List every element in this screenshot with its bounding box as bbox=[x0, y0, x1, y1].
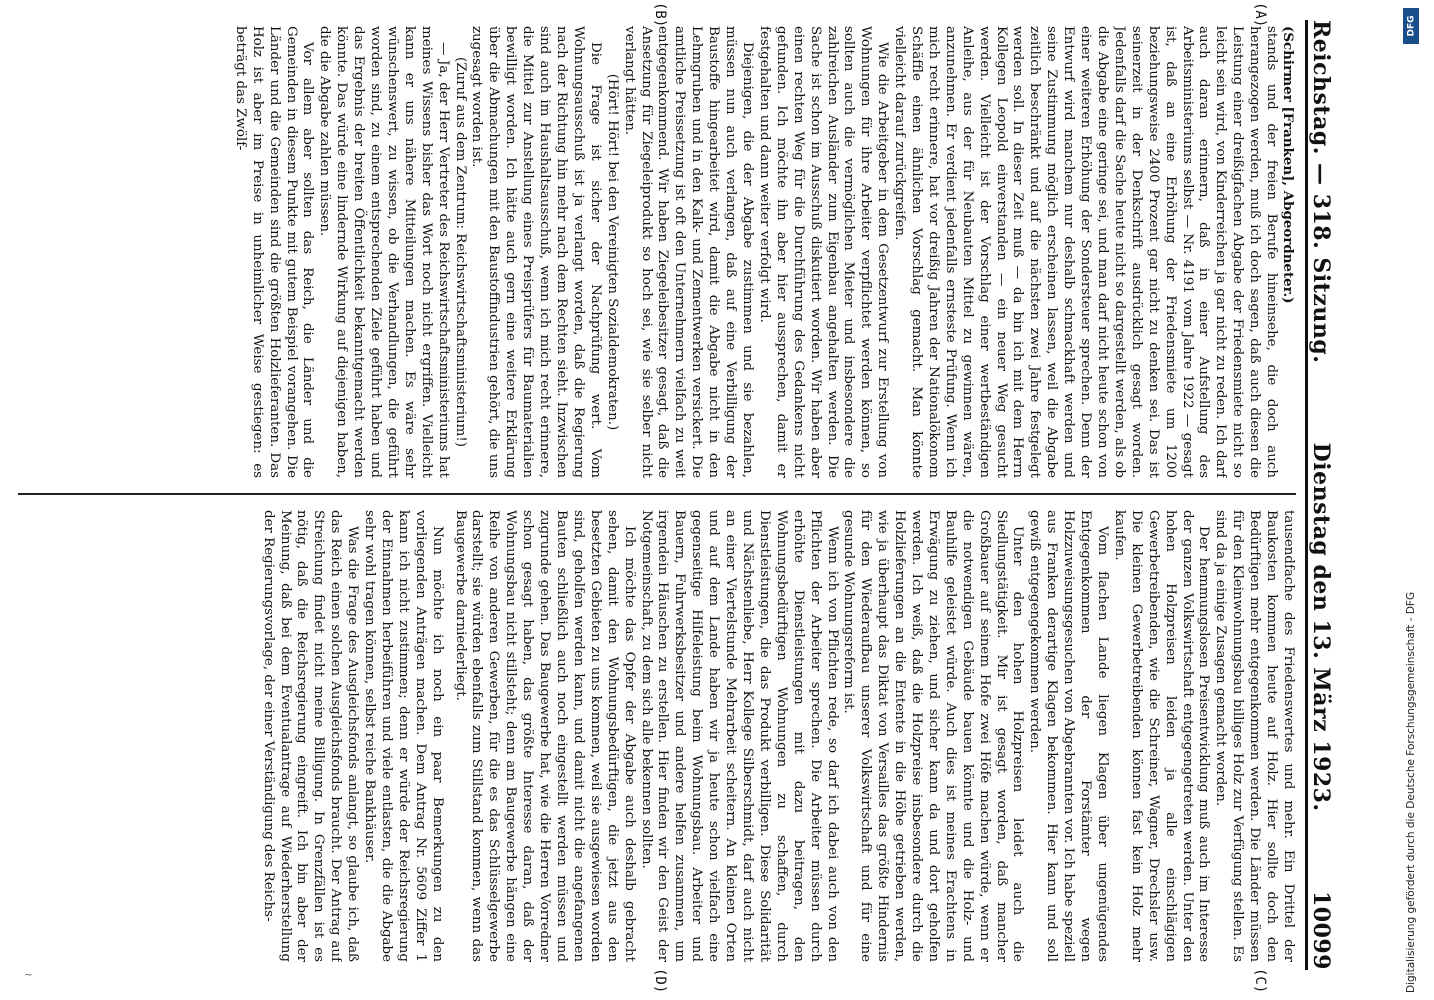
interjection: (Zuruf aus dem Zentrum: Reichswirtschaftsministerium!) bbox=[452, 57, 468, 447]
page-header bbox=[1305, 20, 1352, 970]
paragraph: Wie die Arbeitgeber in dem Gesetzentwurf zur Erstellung von Wohnungen für ihre Arbeiter verpflichtet werden können, so sollten auch die vermöglichen Mieter und insbesondere die zahlreichen Ausländer zum Eigenbau angehalten werden. Die Sache ist schon im Ausschuß diskutiert worden. Wir haben aber einen rechten Weg für die Durchführung des Gedankens nicht gefunden. Ich möchte ihn aber hier aussprechen, damit er festgehalten und dann weiter verfolgt wird. bbox=[756, 26, 891, 478]
paragraph: Nun möchte ich noch ein paar Bemerkungen zu den vorliegenden Anträgen machen. Dem Antrag Nr. 5609 Ziffer 1 kann ich nicht zustimmen; denn er würde der Reichsregierung der Einnahmen herbeiführen und viele entlasten, die die Abgabe sehr wohl tragen können, selbst reiche Bankhäuser. bbox=[362, 510, 445, 962]
paragraph: — Ja, der Herr Vertreter des Reichswirtschaftsministeriums hat meines Wissens bisher das Wort noch nicht ergriffen. Vielleicht kann er uns nähere Mitteilungen machen. Es wäre sehr wünschenswert, zu wissen, ob die Verhandlungen, die geführt worden sind, zu einem entsprechenden Ziele geführt haben und das Ergebnis der breiten Öffentlichkeit bekanntgemacht werden könnte. Das würde eine lindernde Wirkung auf diejenigen haben, die die Abgabe zahlen müssen. bbox=[317, 26, 451, 478]
margin-letter-d: (D) bbox=[652, 968, 668, 994]
paragraph: tausendfache des Friedenswertes und mehr. Ein Drittel der Baukosten kommen heute auf Holz. Hier sollte doch den Bedürftigen mehr entgegenkommen werden. Die Länder müssen für den Kleinwohnungsbau billiges Holz zur Verfügung stellen. Es sind da ja einige Zusagen gemacht worden. bbox=[1213, 510, 1296, 962]
dfg-logo: DFG bbox=[1403, 8, 1419, 44]
scanned-page-frame bbox=[8, 0, 1388, 1000]
paragraph: stands und der freien Berufe hineinsehe, die doch auch herangezogen werden, muß ich doch sagen, daß auch diesen die Leistung einer dreißigfachen Abgabe der Friedensmiete nicht so leicht sein wird, von Kinderreichen ja gar nicht zu reden. Ich darf auch daran erinnern, daß in einer Aufstellung des Arbeitsministeriums selbst — Nr. 4191 vom Jahre 1922 — gesagt ist, daß an eine Erhöhung der Friedensmiete um 1200 beziehungsweise 2400 Prozent gar nicht zu denken sei. Das ist seinerzeit in der Denkschrift ausdrücklich gesagt worden. Jedenfalls darf die Sache heute nicht so dargestellt werden, als ob die Abgabe eine geringe sei, und man darf nicht heute schon von einer weiteren Erhöhung der Sondersteuer sprechen. Denn der Entwurf wird manchem nur deshalb schmackhaft werden und seine Zustimmung möglich erscheinen lassen, weil die Abgabe zeitlich beschränkt und auf die nächsten zwei Jahre festgelegt werden soll. In dieser Zeit muß — da bin ich mit dem Herrn Kollegen Leopold einverstanden — ein neuer Weg gesucht werden. Vielleicht ist der Vorschlag einer wertbeständigen Anleihe, aus der für Neubauten Mittel zu gewinnen wären, anzunehmen. Er verdient jedenfalls ernsteste Prüfung. Wenn ich mich recht erinnere, hat vor dreißig Jahren der Nationalökonom Schäffle einen ähnlichen Vorschlag gemacht. Man könnte vielleicht darauf zurückgreifen. bbox=[892, 26, 1280, 478]
paragraph: Vom flachen Lande liegen Klagen über ungenügendes Entgegenkommen der Forstämter wegen Holzzuweisungsgesuchen von Abgebrannten vor. Ich habe speziell aus Franken derartige Klagen bekommen. Hier kann und soll gewiß entgegengekommen werden. bbox=[1027, 510, 1111, 962]
header-left: Reichstag. — 318. Sitzung. bbox=[1308, 20, 1334, 364]
paragraph: Der hemmungslosen Preisentwicklung muß auch im Interesse der ganzen Volkswirtschaft entgegengetreten werden. Unter den hohen Holzpreisen leiden ja alle einschlägigen Gewerbetreibenden, wie die Schreiner, Wagner, Drechsler usw. Die kleinen Gewerbetreibenden können fast kein Holz mehr kaufen. bbox=[1111, 510, 1212, 962]
page-number: 10099 bbox=[1308, 890, 1334, 970]
document-page bbox=[8, 0, 1388, 1000]
corner-mark: ~ bbox=[24, 968, 34, 981]
paragraph: Die Frage ist sicher der Nachprüfung wert. Vom Wohnungsausschuß ist ja verlangt worden, daß die Regierung nach der Richtung hin mehr nach dem Rechten sieht. Inzwischen sind auch im Haushaltsausschuß, wenn ich mich recht erinnere, die Mittel zur Anstellung eines Preisprüfers für Baumaterialien bewilligt worden. Ich hätte auch gern eine weitere Erklärung über die Abmachungen mit den Baustoffindustrien gehört, die uns zugesagt worden ist. bbox=[469, 26, 603, 478]
digitization-note-text: Digitalisierung gefördert durch die Deutsche Forschungsgemeinschaft - DFG bbox=[1405, 591, 1417, 993]
left-column bbox=[16, 26, 1296, 478]
margin-letter-a: (A) bbox=[1252, 2, 1268, 28]
paragraph: Unter den hohen Holzpreisen leidet auch die Siedlungstätigkeit. Mir ist gesagt worden, daß mancher Großbauer auf seinem Hofe zwei Höfe machen würde, wenn er die notwendigen Gebäude bauen könnte und die Holz- und Bauhilfe geleistet würde. Auch dies ist meines Erachtens in Erwägung zu ziehen, und sicher kann da und dort geholfen werden. Ich weiß, daß die Holzpreise insbesondere durch die Holzlieferungen an die Entente in die Höhe getrieben werden, wie ja überhaupt das Diktat von Versailles das größte Hindernis für den Wiederaufbau unserer Volkswirtschaft und für eine gesunde Wohnungsreform ist. bbox=[841, 510, 1026, 962]
right-column bbox=[16, 510, 1296, 962]
paragraph: Diejenigen, die der Abgabe zustimmen und sie bezahlen, müssen nun auch verlangen, daß auf eine Verbilligung der Baustoffe hingearbeitet wird, damit die Abgabe nicht in den Lehmgruben und in den Kalk- und Zementwerken versickert. Die amtliche Preissetzung ist oft den Unternehmern vielfach zu weit entgegenkommend. Wir haben Ziegeleibesitzer gesagt, daß die Ansetzung für Ziegeleiprodukt so hoch sei, wie sie selber nicht verlangt hätten. bbox=[621, 26, 755, 478]
column-divider bbox=[18, 493, 1296, 495]
margin-letter-b: (B) bbox=[652, 2, 668, 28]
paragraph: Wenn ich von Pflichten rede, so darf ich dabei auch von den Pflichten der Arbeiter sprechen. Die Arbeiter müssen durch erhöhte Dienstleistungen mit dazu beitragen, den Wohnungsbedürftigen Wohnungen zu schaffen, durch Dienstleistungen, die das Produkt verbilligen. Diese Solidarität und Nächstenliebe, Herr Kollege Silberschmidt, darf auch nicht an einer Viertelstunde Mehrarbeit scheitern. An kleinen Orten und auf dem Lande haben wir ja heute schon vielfach eine gegenseitige Hilfeleistung beim Wohnungsbau. Arbeiter und Bauern, Fuhrwerksbesitzer und andere helfen zusammen, um irgendein Häuschen zu erstellen. Hier finden wir den Geist der Notgemeinschaft, zu dem sich alle bekennen sollten. bbox=[638, 510, 840, 962]
margin-letter-c: (C) bbox=[1252, 968, 1268, 994]
paragraph: Was die Frage des Ausgleichsfonds anlangt, so glaube ich, daß das Reich einen solchen Ausgleichsfonds braucht. Der Antrag auf Streichung findet nicht meine Billigung. In Grenzfällen ist es nötig, daß die Reichsregierung eingreift. Ich bin aber der Meinung, daß bei dem Eventualantrage auf Wiederherstellung der Regierungsvorlage, der einer Verständigung des Reichs- bbox=[260, 510, 361, 962]
paragraph: Ich möchte das Opfer der Abgabe auch deshalb gebracht sehen, damit den Wohnungsbedürftigen, die jetzt aus den besetzten Gebieten zu uns kommen, weil sie ausgewiesen worden sind, geholfen werden kann, und damit nicht die angefangenen Bauten schließlich auch noch eingestellt werden müssen und zugrunde gehen. Das Baugewerbe hat, wie die Herren Vorredner schon gesagt haben, das größte Interesse daran, daß der Wohnungsbau nicht stillsteht; denn am Baugewerbe hängen eine Reihe von anderen Gewerben, für die es das Schlüsselgewerbe darstellt; sie würden ebenfalls zum Stillstand kommen, wenn das Baugewerbe darniederliegt. bbox=[452, 510, 637, 962]
interjection: (Hört! Hört! bei den Vereinigten Sozialdemokraten.) bbox=[604, 73, 620, 431]
speaker-line: (Schirmer [Franken], Abgeordneter.) bbox=[1280, 26, 1296, 304]
digitization-note bbox=[1400, 8, 1422, 993]
header-date: Dienstag den 13. März 1923. bbox=[1308, 442, 1334, 812]
paragraph: Vor allem aber sollten das Reich, die Länder und die Gemeinden in diesem Punkte mit gutem Beispiel vorangehen. Die Länder und die Gemeinden sind die größten Holzlieferanten. Das Holz ist aber im Preise in unheimlicher Weise gestiegen: es beträgt das Zwölf- bbox=[232, 26, 316, 478]
